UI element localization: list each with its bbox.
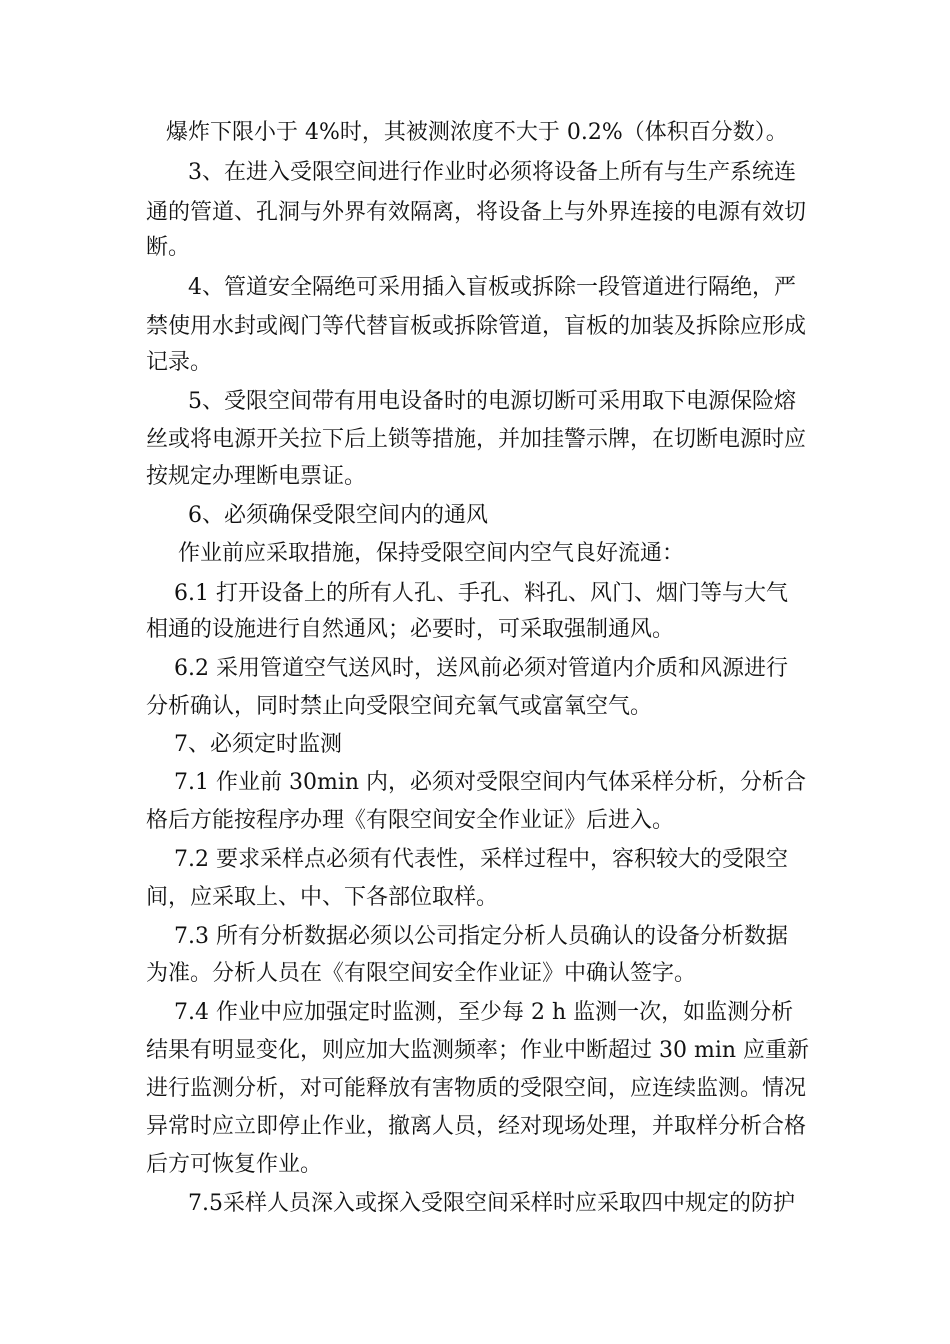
text-line: 7.5采样人员深入或探入受限空间采样时应采取四中规定的防护	[188, 1191, 795, 1216]
text-line: 7.2 要求采样点必须有代表性，采样过程中，容积较大的受限空	[174, 847, 788, 872]
text-line: 7.1 作业前 30min 内，必须对受限空间内气体采样分析，分析合	[174, 770, 807, 795]
text-line: 结果有明显变化，则应加大监测频率；作业中断超过 30 min 应重新	[146, 1038, 810, 1063]
text-line: 记录。	[146, 350, 213, 375]
text-line: 6.1 打开设备上的所有人孔、手孔、料孔、风门、烟门等与大气	[174, 581, 788, 606]
text-line: 3、在进入受限空间进行作业时必须将设备上所有与生产系统连	[188, 160, 796, 185]
text-line: 通的管道、孔洞与外界有效隔离，将设备上与外界连接的电源有效切	[146, 200, 807, 225]
text-line: 间，应采取上、中、下各部位取样。	[146, 885, 499, 910]
text-line: 作业前应采取措施，保持受限空间内空气良好流通：	[178, 541, 685, 566]
text-line: 爆炸下限小于 4%时，其被测浓度不大于 0.2%（体积百分数）。	[166, 120, 788, 145]
text-line: 进行监测分析，对可能释放有害物质的受限空间，应连续监测。情况	[146, 1076, 807, 1101]
text-line: 分析确认，同时禁止向受限空间充氧气或富氧空气。	[146, 694, 653, 719]
text-line: 丝或将电源开关拉下后上锁等措施，并加挂警示牌，在切断电源时应	[146, 427, 807, 452]
text-line: 5、受限空间带有用电设备时的电源切断可采用取下电源保险熔	[188, 389, 796, 414]
text-line: 断。	[146, 235, 191, 260]
text-line: 为准。分析人员在《有限空间安全作业证》中确认签字。	[146, 961, 697, 986]
text-line: 7、必须定时监测	[174, 732, 342, 757]
text-line: 异常时应立即停止作业，撤离人员，经对现场处理，并取样分析合格	[146, 1114, 807, 1139]
text-line: 禁使用水封或阀门等代替盲板或拆除管道，盲板的加装及拆除应形成	[146, 314, 807, 339]
text-line: 6、必须确保受限空间内的通风	[188, 503, 488, 528]
text-line: 后方可恢复作业。	[146, 1152, 323, 1177]
text-line: 7.3 所有分析数据必须以公司指定分析人员确认的设备分析数据	[174, 924, 788, 949]
text-line: 4、管道安全隔绝可采用插入盲板或拆除一段管道进行隔绝，严	[188, 275, 796, 300]
text-line: 相通的设施进行自然通风；必要时，可采取强制通风。	[146, 617, 675, 642]
text-line: 按规定办理断电票证。	[146, 464, 367, 489]
text-line: 7.4 作业中应加强定时监测，至少每 2 h 监测一次，如监测分析	[174, 1000, 794, 1025]
text-line: 格后方能按程序办理《有限空间安全作业证》后进入。	[146, 808, 675, 833]
text-line: 6.2 采用管道空气送风时，送风前必须对管道内介质和风源进行	[174, 656, 788, 681]
